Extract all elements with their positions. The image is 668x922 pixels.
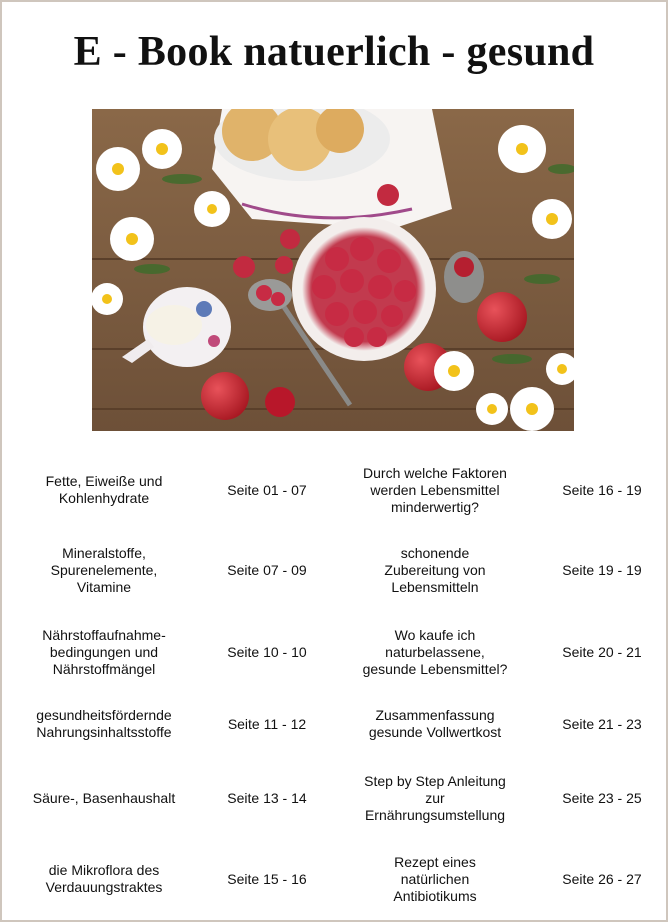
toc-topic-left: die Mikroflora des Verdauungstraktes (45, 862, 163, 895)
page-title: E - Book natuerlich - gesund (73, 29, 595, 75)
toc-row (2, 758, 666, 838)
toc-pages-left: Seite 07 - 09 (227, 561, 307, 578)
toc-topic-left: Nährstoffaufnahme- bedingungen und Nährstoffmängel (42, 626, 166, 677)
toc-pages-left: Seite 13 - 14 (227, 789, 307, 806)
toc-pages-left: Seite 01 - 07 (227, 481, 307, 498)
toc-topic-left: Säure-, Basenhaushalt (32, 789, 176, 806)
toc-row (2, 530, 666, 610)
toc-pages-left: Seite 10 - 10 (227, 643, 307, 660)
toc-topic-left: gesundheitsfördernde Nahrungsinhaltsstoffe (36, 707, 172, 740)
toc-pages-right: Seite 26 - 27 (562, 870, 642, 887)
toc-topic-right: Step by Step Anleitung zur Ernährungsumstellung (364, 772, 506, 823)
cover-photo-icon (92, 109, 574, 431)
toc-pages-right: Seite 19 - 19 (562, 561, 642, 578)
toc-topic-right: Zusammenfassung gesunde Vollwertkost (368, 707, 502, 740)
toc-pages-right: Seite 20 - 21 (562, 643, 642, 660)
toc-pages-right: Seite 21 - 23 (562, 715, 642, 732)
toc-row (2, 839, 666, 919)
toc-topic-left: Fette, Eiweiße und Kohlenhydrate (45, 473, 163, 506)
toc-pages-right: Seite 16 - 19 (562, 481, 642, 498)
toc-topic-right: Durch welche Faktoren werden Lebensmittel minderwertig? (363, 464, 507, 515)
toc-topic-right: schonende Zubereitung von Lebensmitteln (384, 544, 486, 595)
toc-pages-left: Seite 11 - 12 (227, 715, 307, 732)
toc-topic-right: Wo kaufe ich naturbelassene, gesunde Lebensmittel? (362, 626, 508, 677)
cover-photo (92, 109, 574, 431)
toc-topic-left: Mineralstoffe, Spurenelemente, Vitamine (50, 544, 158, 595)
toc-pages-left: Seite 15 - 16 (227, 870, 307, 887)
toc-row (2, 684, 666, 764)
toc-topic-right: Rezept eines natürlichen Antibiotikums (393, 853, 477, 904)
toc-row (2, 612, 666, 692)
toc-row (2, 450, 666, 530)
toc-pages-right: Seite 23 - 25 (562, 789, 642, 806)
